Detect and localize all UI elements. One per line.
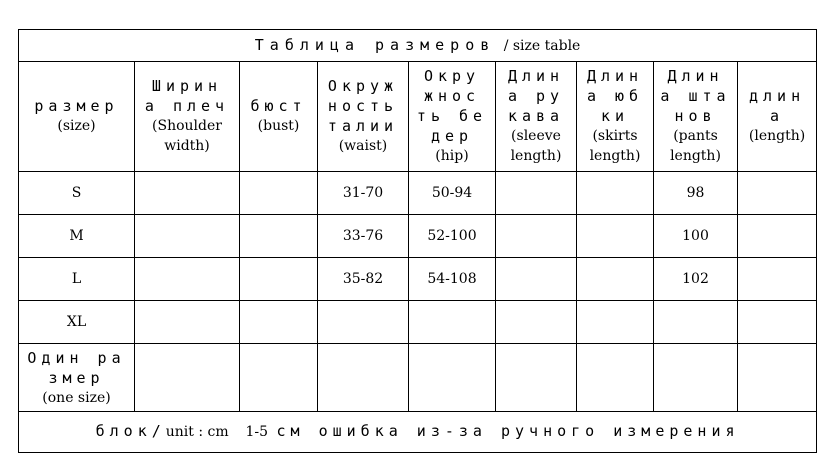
table-row	[19, 258, 817, 301]
cell-empty	[496, 344, 577, 411]
size-table	[18, 29, 817, 453]
cell-bust	[240, 258, 318, 301]
cell-sleeve	[496, 258, 577, 301]
cell-sleeve	[496, 214, 577, 257]
cell-size: M	[19, 214, 135, 257]
cell-bust	[240, 171, 318, 214]
cell-empty	[135, 344, 240, 411]
cell-pants: 102	[654, 258, 738, 301]
cell-pants: 100	[654, 214, 738, 257]
cell-size: L	[19, 258, 135, 301]
table-row	[19, 171, 817, 214]
header-hip: Окру жнос ть бе дер (hip)	[409, 62, 496, 172]
footer-ru-suffix: см ошибка из-за ручного измерения	[276, 422, 740, 441]
cell-hip: 50-94	[409, 171, 496, 214]
cell-size: S	[19, 171, 135, 214]
header-skirts-length: Длин а юб ки (skirts length)	[577, 62, 654, 172]
cell-length	[738, 214, 817, 257]
cell-pants: 98	[654, 171, 738, 214]
footer-range: 1-5	[245, 424, 269, 441]
cell-waist: 35-82	[318, 258, 409, 301]
cell-skirts	[577, 258, 654, 301]
cell-pants	[654, 301, 738, 344]
header-bust: бюст (bust)	[240, 62, 318, 172]
cell-empty	[318, 344, 409, 411]
header-shoulder-width: Ширин а плеч (Shoulder width)	[135, 62, 240, 172]
cell-skirts	[577, 214, 654, 257]
cell-one-size: Один ра змер (one size)	[19, 344, 135, 411]
header-length: длин а (length)	[738, 62, 817, 172]
table-footer-note	[19, 411, 817, 452]
cell-hip: 54-108	[409, 258, 496, 301]
cell-empty	[240, 344, 318, 411]
table-title	[19, 30, 817, 62]
cell-waist	[318, 301, 409, 344]
cell-hip	[409, 301, 496, 344]
cell-shoulder	[135, 258, 240, 301]
cell-bust	[240, 301, 318, 344]
cell-skirts	[577, 171, 654, 214]
header-waist: Окруж ность талии (waist)	[318, 62, 409, 172]
header-row	[19, 62, 817, 172]
cell-waist: 31-70	[318, 171, 409, 214]
header-sleeve-length: Длин а ру кава (sleeve length)	[496, 62, 577, 172]
table-row-one-size	[19, 344, 817, 411]
cell-sleeve	[496, 301, 577, 344]
table-row	[19, 214, 817, 257]
cell-length	[738, 258, 817, 301]
cell-waist: 33-76	[318, 214, 409, 257]
table-row	[19, 301, 817, 344]
cell-empty	[738, 344, 817, 411]
footer-ru-prefix: блок/	[95, 422, 166, 441]
table-title-en: / size table	[503, 38, 581, 55]
cell-length	[738, 171, 817, 214]
cell-empty	[577, 344, 654, 411]
cell-bust	[240, 214, 318, 257]
cell-empty	[409, 344, 496, 411]
cell-shoulder	[135, 214, 240, 257]
cell-skirts	[577, 301, 654, 344]
header-size: размер (size)	[19, 62, 135, 172]
table-title-ru: Таблица размеров	[254, 36, 496, 55]
cell-size: XL	[19, 301, 135, 344]
footer-unit: unit : cm	[165, 424, 229, 441]
cell-shoulder	[135, 301, 240, 344]
cell-shoulder	[135, 171, 240, 214]
cell-empty	[654, 344, 738, 411]
cell-length	[738, 301, 817, 344]
header-pants-length: Длин а шта нов (pants length)	[654, 62, 738, 172]
cell-hip: 52-100	[409, 214, 496, 257]
cell-sleeve	[496, 171, 577, 214]
